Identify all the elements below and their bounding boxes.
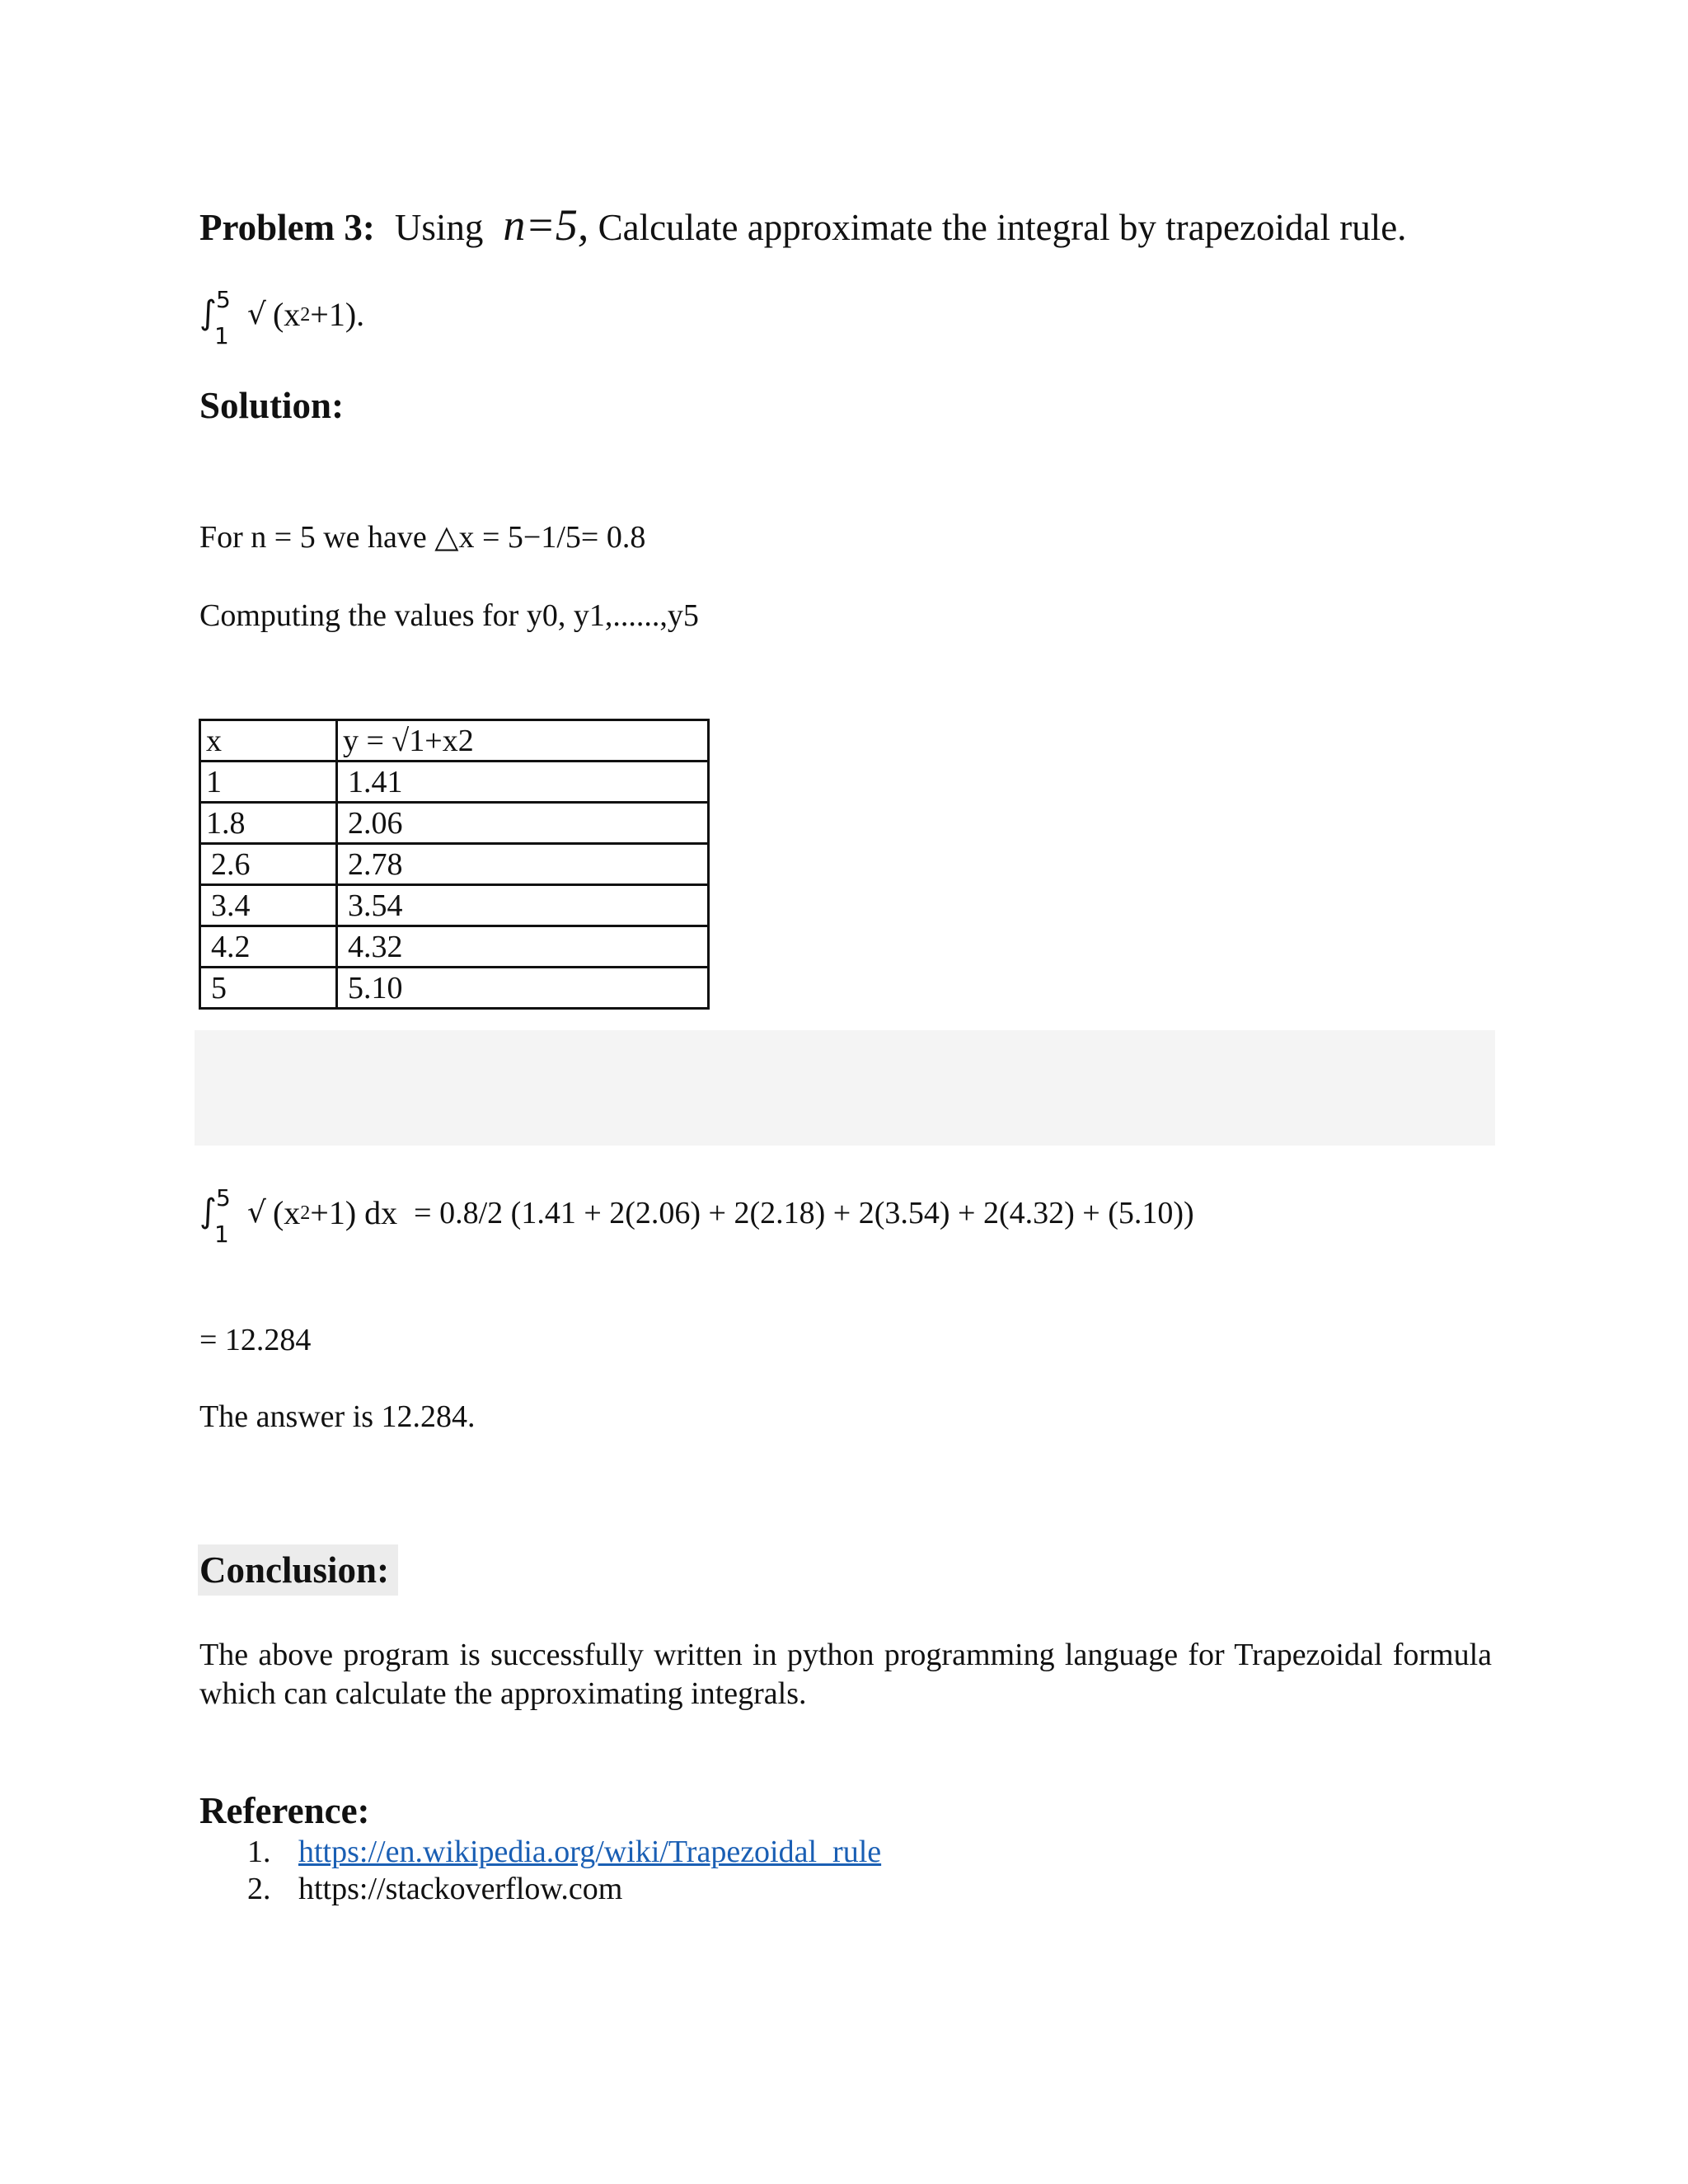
integral-sign: ∫ [199,1193,217,1230]
integral-lower-limit: 1 [214,1221,229,1248]
table-cell-y: 1.41 [337,762,709,803]
reference-heading: Reference: [199,1790,370,1831]
computing-line: Computing the values for y0, y1,......,y5 [199,598,699,633]
problem-label: Problem 3: [199,207,375,248]
table-row [200,968,709,1009]
conclusion-paragraph: The above program is successfully written in python programming language for Trapezoidal formula which can calculate the approximating integrals. [199,1638,1492,1711]
reference-number: 2. [247,1872,271,1906]
table-header-x: x [200,720,337,762]
formula-rhs: = 0.8/2 (1.41 + 2(2.06) + 2(2.18) + 2(3.54) + 2(4.32) + (5.10)) [414,1196,1194,1230]
table-header-y: y = √1+x2 [337,720,709,762]
formula-base: (x [272,1194,301,1231]
gray-band [195,1030,1495,1146]
integral-upper-limit: 5 [216,1184,231,1212]
table-row [200,926,709,968]
integral-lower-limit: 1 [214,322,229,349]
problem-text: Calculate approximate the integral by trapezoidal rule. [598,207,1407,248]
table-row [200,762,709,803]
sqrt-symbol: √ [247,1196,266,1230]
problem-using: Using [394,207,484,248]
table-cell-x: 2.6 [200,844,337,885]
conclusion-heading: Conclusion: [199,1549,390,1591]
table-cell-x: 3.4 [200,885,337,926]
table-cell-x: 5 [200,968,337,1009]
table-row [200,803,709,844]
problem-n-expr: n=5, [503,200,589,250]
table-row [200,885,709,926]
answer-line: The answer is 12.284. [199,1399,476,1434]
reference-text-stackoverflow: https://stackoverflow.com [298,1872,623,1906]
table-cell-y: 4.32 [337,926,709,968]
table-cell-y: 5.10 [337,968,709,1009]
sqrt-symbol: √ [247,298,266,331]
trapezoid-formula: ∫ 5 1 √ (x 2 +1) dx = 0.8/2 (1.41 + 2(2.06) + 2(2.18) + 2(3.54) + 2(4.32) + (5.10)) [199,1188,1194,1238]
table-header-row [200,720,709,762]
list-item [247,1834,881,1871]
reference-number: 1. [247,1835,271,1869]
reference-link-wikipedia[interactable]: https://en.wikipedia.org/wiki/Trapezoidal_rule [298,1835,882,1869]
table-cell-x: 1.8 [200,803,337,844]
integral-upper-limit: 5 [216,286,231,313]
list-item [247,1871,881,1908]
integral-sign: ∫ [199,294,217,332]
reference-list [247,1834,881,1908]
table-cell-x: 4.2 [200,926,337,968]
problem-heading [199,196,1406,256]
table-cell-y: 2.78 [337,844,709,885]
formula-tail: +1) dx [310,1194,398,1231]
solution-heading: Solution: [199,385,345,426]
table-cell-y: 3.54 [337,885,709,926]
result-line: = 12.284 [199,1323,312,1357]
integral-expression: ∫ 5 1 √ (x 2 +1). [199,290,364,340]
values-table [199,719,710,1010]
integral-tail: +1). [310,296,365,333]
integral-symbol [199,286,247,349]
table-row [200,844,709,885]
table-cell-y: 2.06 [337,803,709,844]
integral-symbol [199,1184,247,1248]
table-cell-x: 1 [200,762,337,803]
delta-x-line: For n = 5 we have △x = 5−1/5= 0.8 [199,520,646,555]
integral-base: (x [272,296,301,333]
